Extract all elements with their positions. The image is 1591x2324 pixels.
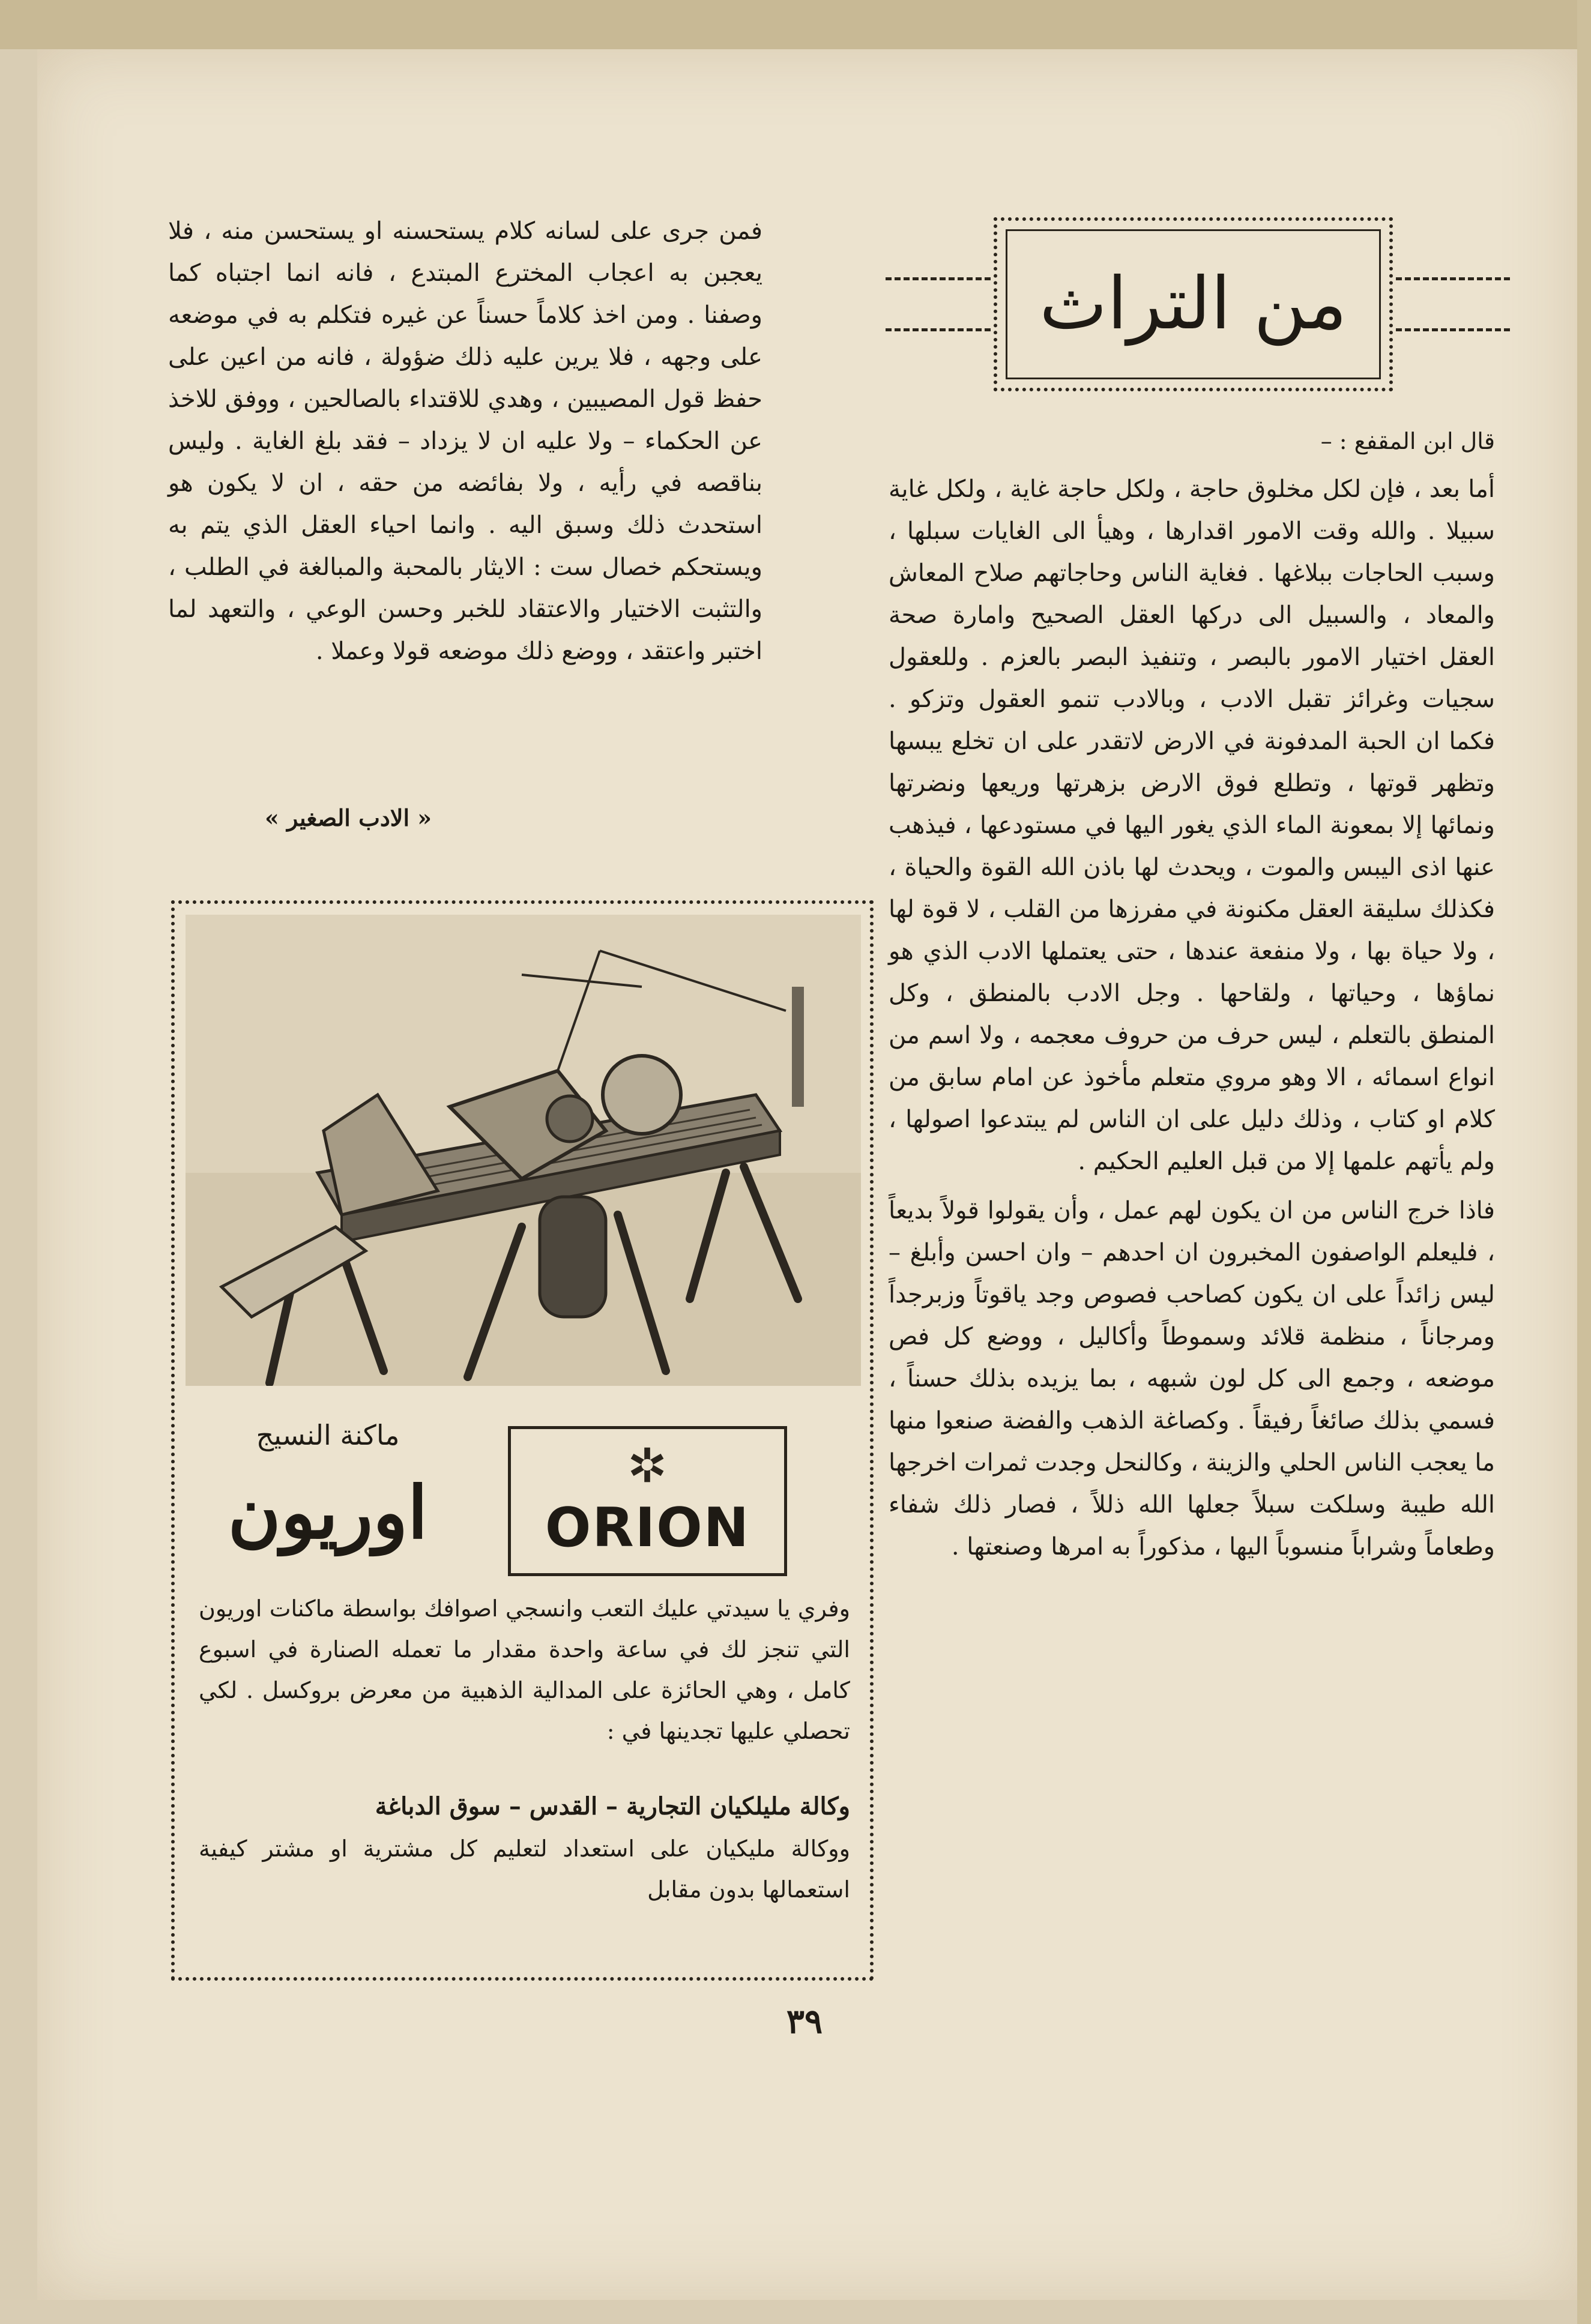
knitting-machine-photo [186, 915, 861, 1386]
page-number: ٣٩ [786, 2002, 823, 2041]
ad-brand-arabic: اوريون [228, 1471, 428, 1555]
orion-logo-text: ORION [545, 1496, 750, 1559]
scan-top-edge [0, 0, 1591, 49]
ad-body-text: وفري يا سيدتي عليك التعب وانسجي اصوافك بواسطة ماكنات اوريون التي تنجز لك في ساعة واحدة مقدار ما تعمله الصنارة في اسبوع كامل ، وهي الحائزة على المدالية الذهبية من معرض بروكسل . لكي تحصلي عليها تجدينها في : [199, 1595, 850, 1744]
source-signature: « الادب الصغير » [265, 804, 432, 831]
title-ornament-left [886, 277, 991, 331]
ad-product-label: ماكنة النسيج [256, 1419, 400, 1451]
article-column-right [889, 420, 1495, 1575]
article-continuation: فمن جرى على لسانه كلام يستحسنه او يستحسن منه ، فلا يعجبن به اعجاب المخترع المبتدع ، فانه انما اجتباه كما وصفنا . ومن اخذ كلاماً حسناً عن غيره فتكلم به في موضعه على وجهه ، فلا يرين عليه ذلك ضؤولة ، فانه من اعين على حفظ قول المصيبين ، وهدي للاقتداء بالصالحين ، ووفق للاخذ عن الحكماء – ولا عليه ان لا يزداد – فقد بلغ الغاية . وليس بناقصه في رأيه ، ولا بفائضه من حقه ، ان لا يكون هو استحدث ذلك وسبق اليه . وانما احياء العقل الذي يتم به ويستحكم خصال ست : الايثار بالمحبة والمبالغة في الطلب ، والتثبت الاختيار والاعتقاد للخبر وحسن الوعي ، والتعهد لما اختبر واعتقد ، ووضع ذلك موضعه قولا وعملا . [168, 217, 762, 665]
section-title: من التراث [1039, 262, 1347, 346]
orion-logo [508, 1426, 787, 1576]
title-ornament-right [1396, 277, 1510, 331]
scan-right-edge [1577, 0, 1591, 2324]
article-column-left [168, 210, 762, 672]
knitting-machine-illustration [186, 915, 861, 1386]
orion-advertisement [171, 900, 874, 1981]
author-line: قال ابن المقفع : – [1320, 428, 1495, 454]
ad-agency-address: وكالة مليلكيان التجارية – القدس – سوق الدباغة [375, 1792, 850, 1820]
article-paragraph-1: أما بعد ، فإن لكل مخلوق حاجة ، ولكل حاجة غاية ، ولكل غاية سبيلا . والله وقت الامور اقدارها ، وهيأ الى الغايات سبلها ، وسبب الحاجات ببلاغها . فغاية الناس وحاجاتهم صلاح المعاش والمعاد ، والسبيل الى دركها العقل الصحيح وامارة صحة العقل اختيار الامور بالبصر ، وتنفيذ البصر بالعزم . وللعقول سجيات وغرائز تقبل الادب ، وبالادب تنمو العقول وتزكو . فكما ان الحبة المدفونة في الارض لاتقدر على ان تخلع يبسها وتظهر قوتها ، وتطلع فوق الارض بزهرتها وريعها ونضرتها ونمائها إلا بمعونة الماء الذي يغور اليها في مستودعها ، فيذهب عنها اذى اليبس والموت ، ويحدث لها باذن الله القوة والحياة ، فكذلك سليقة العقل مكنونة في مفرزها من القلب ، لا قوة لها ، ولا حياة بها ، ولا منفعة عندها ، حتى يعتملها الادب الذي هو نماؤها ، وحياتها ، ولقاحها . وجل الادب بالمنطق ، وكل المنطق بالتعلم ، ليس حرف من حروف معجمه ، ولا اسم من انواع اسمائه ، الا وهو مروي متعلم مأخوذ عن امام سابق من كلام او كتاب ، وذلك دليل على ان الناس لم يبتدعوا اصولها ، ولم يأتهم علمها إلا من قبل العليم الحكيم . [889, 475, 1495, 1175]
ad-footer-text: ووكالة مليكيان على استعداد لتعليم كل مشترية او مشتر كيفية استعمالها بدون مقابل [199, 1835, 850, 1903]
section-title-block [865, 217, 1513, 397]
article-paragraph-2: فاذا خرج الناس من ان يكون لهم عمل ، وأن يقولوا قولاً بديعاً ، فليعلم الواصفون المخبرون ان احدهم – وان احسن وأبلغ – ليس زائداً على ان يكون كصاحب فصوص وجد ياقوتاً وزبرجداً ومرجاناً ، منظمة قلائد وسموطاً وأكاليل ، ووضع كل فص موضعه ، وجمع الى كل لون شبهه ، بما يزيده بذلك حسناً ، فسمي بذلك صائغاً رفيقاً . وكصاغة الذهب والفضة صنعوا منها ما يعجب الناس الحلي والزينة ، وكالنحل وجدت ثمرات اخرجها الله طيبة وسلكت سبلاً جعلها الله ذللاً ، فصار ذلك شفاء وطعاماً وشراباً منسوباً اليها ، مذكوراً به امرها وصنعتها . [889, 1197, 1495, 1561]
